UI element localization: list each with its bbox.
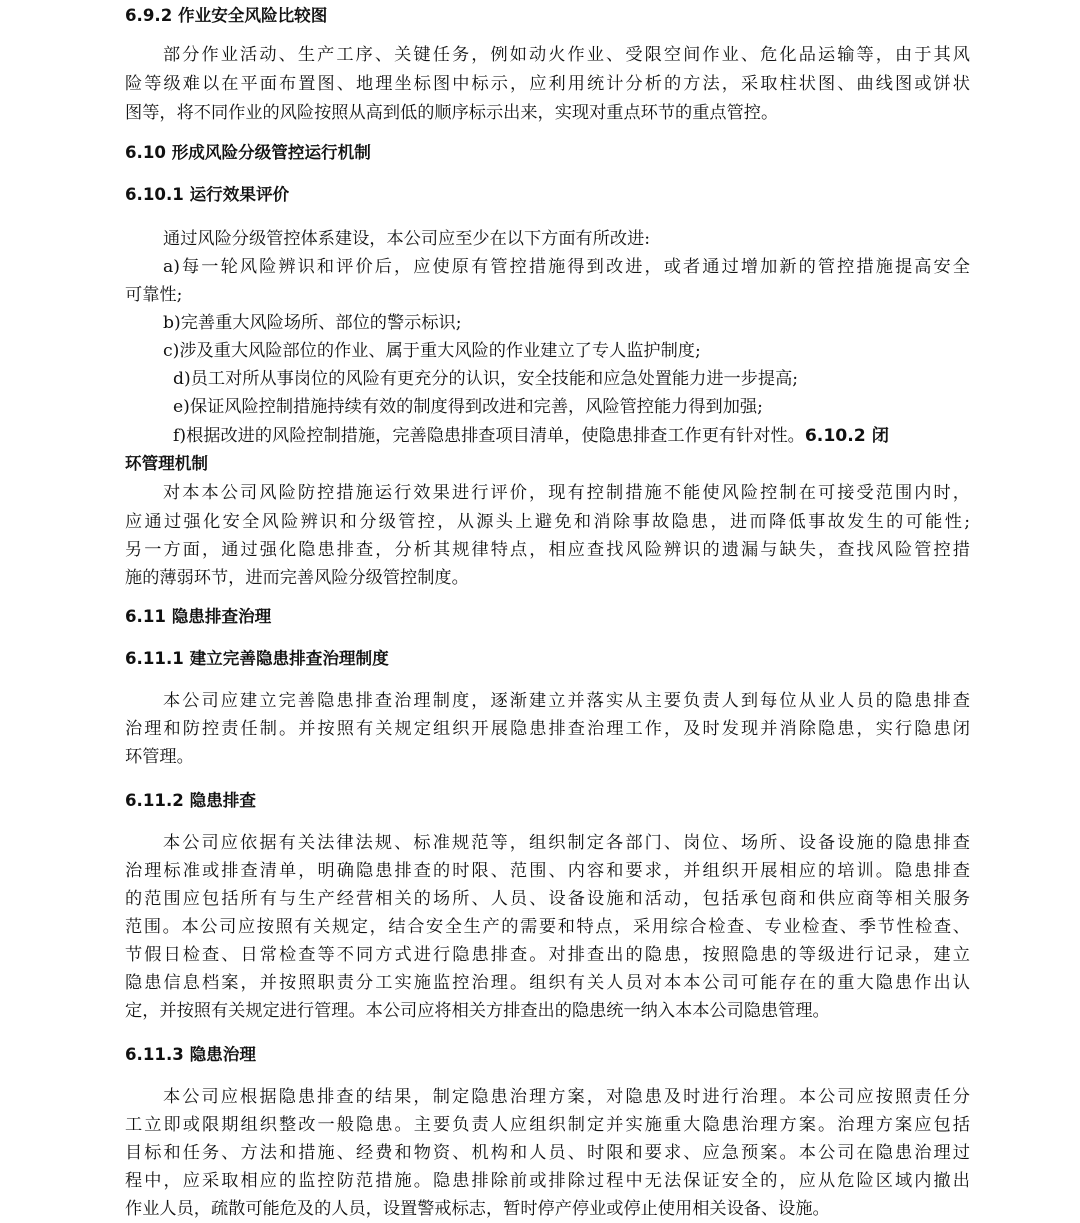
heading-6-10: 6.10 形成风险分级管控运行机制 [125,143,371,162]
list-item-f [173,422,970,450]
paragraph-line: 本公司应根据隐患排查的结果，制定隐患治理方案，对隐患及时进行治理。本公司应按照责任分 [163,1087,970,1107]
list-item-a: a)每一轮风险辨识和评价后，应使原有管控措施得到改进，或者通过增加新的管控措施提高安全 [163,257,970,277]
paragraph-line: 治理和防控责任制。并按照有关规定组织开展隐患排查治理工作，及时发现并消除隐患，实行隐患闭 [125,719,970,739]
list-item-f-text: f)根据改进的风险控制措施，完善隐患排查项目清单，使隐患排查工作更有针对性。 [173,426,805,446]
paragraph-line: 本公司应建立完善隐患排查治理制度，逐渐建立并落实从主要负责人到每位从业人员的隐患排查 [163,691,970,711]
paragraph-line: 范围。本公司应按照有关规定，结合安全生产的需要和特点，采用综合检查、专业检查、季节性检查、 [125,917,970,937]
paragraph-line: 定，并按照有关规定进行管理。本公司应将相关方排查出的隐患统一纳入本本公司隐患管理。 [125,1001,830,1021]
paragraph-line: 程中，应采取相应的监控防范措施。隐患排除前或排除过程中无法保证安全的，应从危险区域内撤出 [125,1171,970,1191]
paragraph-line: 工立即或限期组织整改一般隐患。主要负责人应组织制定并实施重大隐患治理方案。治理方案应包括 [125,1115,970,1135]
paragraph-line: 施的薄弱环节，进而完善风险分级管控制度。 [125,568,469,588]
paragraph-line: 环管理。 [125,747,194,767]
list-item-a-cont: 可靠性; [125,285,183,305]
paragraph-line: 险等级难以在平面布置图、地理坐标图中标示，应利用统计分析的方法，采取柱状图、曲线图或饼状 [125,74,970,94]
heading-6-11-1: 6.11.1 建立完善隐患排查治理制度 [125,649,389,668]
paragraph-line: 图等，将不同作业的风险按照从高到低的顺序标示出来，实现对重点环节的重点管控。 [125,103,779,123]
heading-6-10-2-start: 6.10.2 闭 [804,426,889,446]
heading-6-11-2: 6.11.2 隐患排查 [125,791,256,810]
paragraph-line: 另一方面，通过强化隐患排查，分析其规律特点，相应查找风险辨识的遗漏与缺失，查找风险管控措 [125,540,970,560]
paragraph-line: 目标和任务、方法和措施、经费和物资、机构和人员、时限和要求、应急预案。本公司在隐患治理过 [125,1143,970,1163]
heading-6-11-3: 6.11.3 隐患治理 [125,1045,256,1064]
paragraph-line: 应通过强化安全风险辨识和分级管控，从源头上避免和消除事故隐患，进而降低事故发生的可能性; [125,512,970,532]
paragraph-line: 治理标准或排查清单，明确隐患排查的时限、范围、内容和要求，并组织开展相应的培训。隐患排查 [125,861,970,881]
heading-6-11: 6.11 隐患排查治理 [125,607,272,626]
heading-6-9-2: 6.9.2 作业安全风险比较图 [125,6,328,25]
paragraph-line: 通过风险分级管控体系建设，本公司应至少在以下方面有所改进: [163,229,651,249]
paragraph-line: 节假日检查、日常检查等不同方式进行隐患排查。对排查出的隐患，按照隐患的等级进行记录，建立 [125,945,970,965]
heading-6-10-1: 6.10.1 运行效果评价 [125,185,290,204]
paragraph-line: 隐患信息档案，并按照职责分工实施监控治理。组织有关人员对本本公司可能存在的重大隐患作出认 [125,973,970,993]
paragraph-line: 的范围应包括所有与生产经营相关的场所、人员、设备设施和活动，包括承包商和供应商等相关服务 [125,889,970,909]
paragraph-line: 本公司应依据有关法律法规、标准规范等，组织制定各部门、岗位、场所、设备设施的隐患排查 [163,833,970,853]
list-item-c: c)涉及重大风险部位的作业、属于重大风险的作业建立了专人监护制度; [163,341,701,361]
list-item-e: e)保证风险控制措施持续有效的制度得到改进和完善，风险管控能力得到加强; [173,397,763,417]
list-item-d: d)员工对所从事岗位的风险有更充分的认识，安全技能和应急处置能力进一步提高; [173,369,799,389]
paragraph-line: 作业人员，疏散可能危及的人员，设置警戒标志，暂时停产停业或停止使用相关设备、设施。 [125,1199,830,1219]
paragraph-line: 对本本公司风险防控措施运行效果进行评价，现有控制措施不能使风险控制在可接受范围内时， [163,483,970,503]
paragraph-line: 部分作业活动、生产工序、关键任务，例如动火作业、受限空间作业、危化品运输等，由于其风 [163,45,970,65]
list-item-b: b)完善重大风险场所、部位的警示标识; [163,313,462,333]
heading-6-10-2-end: 环管理机制 [125,454,208,473]
